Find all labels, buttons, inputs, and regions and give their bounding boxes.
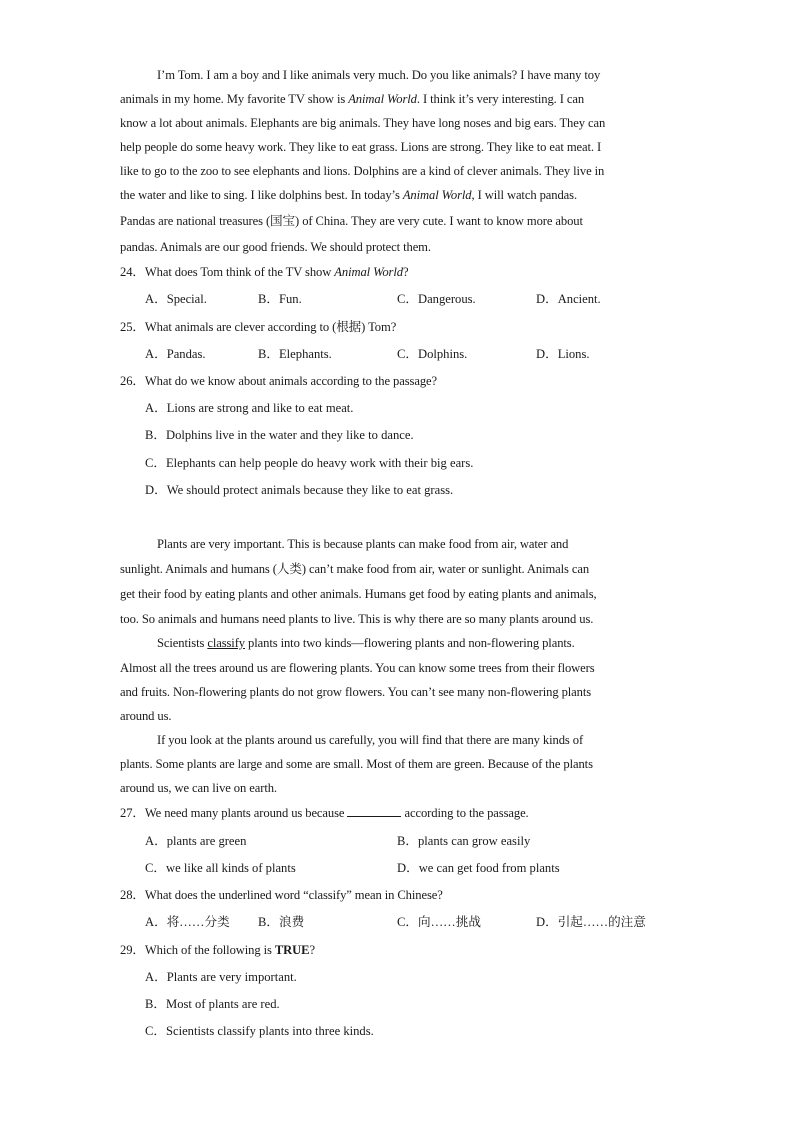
q27-option-c[interactable]: C．we like all kinds of plants bbox=[145, 861, 296, 875]
q28-option-c[interactable]: C．向……挑战 bbox=[397, 915, 481, 929]
passage2-line: plants. Some plants are large and some are small. Most of them are green. Because of the plants bbox=[120, 757, 593, 771]
question-26: 26．What do we know about animals according to the passage? bbox=[120, 374, 437, 388]
q25-option-b[interactable]: B．Elephants. bbox=[258, 347, 332, 361]
passage1-line bbox=[120, 183, 675, 207]
text-run: 24．What does Tom think of the TV show bbox=[120, 265, 335, 279]
q27-option-a[interactable]: A．plants are green bbox=[145, 834, 247, 848]
text-run: Scientists bbox=[157, 636, 208, 650]
text-run: , I will watch pandas. bbox=[471, 188, 577, 202]
passage2-line: sunlight. Animals and humans (人类) can’t make food from air, water or sunlight. Animals can bbox=[120, 562, 590, 576]
passage1-line: I’m Tom. I am a boy and I like animals very much. Do you like animals? I have many toy bbox=[157, 68, 601, 82]
q24-option-c[interactable]: C．Dangerous. bbox=[397, 292, 476, 306]
q27-option-b[interactable]: B．plants can grow easily bbox=[397, 834, 531, 848]
text-run: 29．Which of the following is bbox=[120, 943, 275, 957]
passage2-line: Almost all the trees around us are flowering plants. You can know some trees from their flowers bbox=[120, 661, 595, 675]
passage2-line: too. So animals and humans need plants to live. This is why there are so many plants around us. bbox=[120, 612, 594, 626]
q26-option-a[interactable]: A．Lions are strong and like to eat meat. bbox=[145, 401, 354, 415]
passage2-line: around us, we can live on earth. bbox=[120, 781, 277, 795]
passage1-line: Pandas are national treasures (国宝) of China. They are very cute. I want to know more about bbox=[120, 214, 583, 228]
q25-option-c[interactable]: C．Dolphins. bbox=[397, 347, 468, 361]
question-24 bbox=[120, 260, 675, 284]
passage1-line: know a lot about animals. Elephants are big animals. They have long noses and big ears. They can bbox=[120, 116, 606, 130]
text-run: ? bbox=[402, 265, 409, 279]
show-title: Animal World bbox=[402, 188, 472, 202]
text-run: the water and like to sing. I like dolphins best. In today’s bbox=[120, 188, 403, 202]
question-27 bbox=[120, 801, 675, 825]
passage2-line: If you look at the plants around us carefully, you will find that there are many kinds of bbox=[157, 733, 584, 747]
passage2-line: around us. bbox=[120, 709, 172, 723]
q25-option-d[interactable]: D．Lions. bbox=[536, 347, 590, 361]
q24-option-b[interactable]: B．Fun. bbox=[258, 292, 302, 306]
q29-option-b[interactable]: B．Most of plants are red. bbox=[145, 997, 280, 1011]
q26-option-b[interactable]: B．Dolphins live in the water and they like to dance. bbox=[145, 428, 414, 442]
passage1-line: pandas. Animals are our good friends. We should protect them. bbox=[120, 240, 431, 254]
question-28: 28．What does the underlined word “classify” mean in Chinese? bbox=[120, 888, 443, 902]
q28-option-b[interactable]: B．浪费 bbox=[258, 915, 305, 929]
answer-blank[interactable] bbox=[347, 804, 401, 817]
emphasis-true: TRUE bbox=[274, 943, 310, 957]
passage2-line: get their food by eating plants and other animals. Humans get food by eating plants and animals, bbox=[120, 587, 597, 601]
text-run: plants into two kinds—flowering plants and non-flowering plants. bbox=[245, 636, 575, 650]
text-run: according to the passage. bbox=[401, 806, 529, 820]
q29-option-a[interactable]: A．Plants are very important. bbox=[145, 970, 297, 984]
q28-option-a[interactable]: A．将……分类 bbox=[145, 915, 230, 929]
q26-option-c[interactable]: C．Elephants can help people do heavy work with their big ears. bbox=[145, 456, 474, 470]
passage1-line: help people do some heavy work. They like to eat grass. Lions are strong. They like to eat meat. I bbox=[120, 140, 602, 154]
q28-option-d[interactable]: D．引起……的注意 bbox=[536, 915, 646, 929]
question-25: 25．What animals are clever according to (根据) Tom? bbox=[120, 320, 397, 334]
text-run: ? bbox=[309, 943, 315, 957]
q25-option-a[interactable]: A．Pandas. bbox=[145, 347, 206, 361]
passage2-line: Plants are very important. This is because plants can make food from air, water and bbox=[157, 537, 569, 551]
text-run: animals in my home. My favorite TV show is bbox=[120, 92, 349, 106]
show-title: Animal World bbox=[348, 92, 417, 106]
q24-option-a[interactable]: A．Special. bbox=[145, 292, 207, 306]
passage1-line: like to go to the zoo to see elephants and lions. Dolphins are a kind of clever animals. They live in bbox=[120, 164, 605, 178]
passage2-line: and fruits. Non-flowering plants do not grow flowers. You can’t see many non-flowering plants bbox=[120, 685, 592, 699]
show-title: Animal World bbox=[334, 265, 403, 279]
underlined-word: classify bbox=[207, 636, 245, 650]
passage2-line bbox=[157, 631, 712, 655]
text-run: 27．We need many plants around us because bbox=[120, 806, 345, 820]
q26-option-d[interactable]: D．We should protect animals because they like to eat grass. bbox=[145, 483, 454, 497]
question-29 bbox=[120, 938, 675, 962]
q24-option-d[interactable]: D．Ancient. bbox=[536, 292, 601, 306]
q29-option-c[interactable]: C．Scientists classify plants into three kinds. bbox=[145, 1024, 374, 1038]
passage1-line bbox=[120, 87, 675, 111]
q27-option-d[interactable]: D．we can get food from plants bbox=[397, 861, 560, 875]
text-run: . I think it’s very interesting. I can bbox=[416, 92, 585, 106]
